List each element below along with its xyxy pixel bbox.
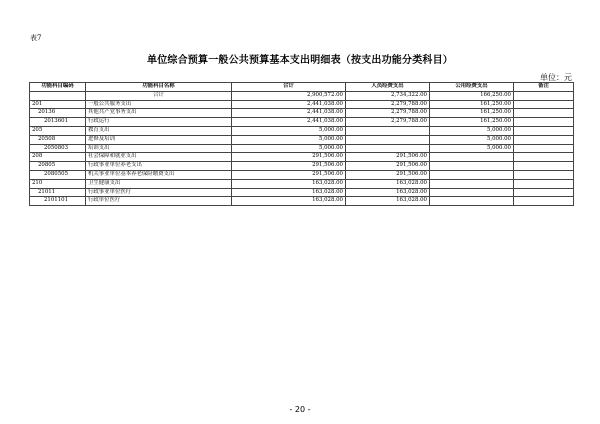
column-header: 合计	[232, 83, 346, 92]
total-code-cell	[30, 91, 86, 100]
code-cell: 20508	[30, 135, 86, 144]
public-cell: 161,250.00	[430, 100, 514, 109]
public-cell	[430, 153, 514, 162]
code-cell: 20136	[30, 109, 86, 118]
name-cell: 进修及培训	[86, 135, 232, 144]
unit-label: 单位：元	[540, 73, 572, 82]
note-cell	[514, 170, 574, 179]
personnel-cell: 291,506.00	[346, 170, 430, 179]
public-cell	[430, 170, 514, 179]
total-cell: 2,441,038.00	[232, 118, 346, 127]
note-cell	[514, 135, 574, 144]
public-cell	[430, 197, 514, 206]
name-cell: 一般公共服务支出	[86, 100, 232, 109]
name-cell: 行政事业单位养老支出	[86, 162, 232, 171]
public-cell	[430, 162, 514, 171]
table-row	[30, 162, 574, 171]
note-cell	[514, 109, 574, 118]
total-note	[514, 91, 574, 100]
total-public: 166,250.00	[430, 91, 514, 100]
total-amount: 2,900,572.00	[232, 91, 346, 100]
personnel-cell: 291,506.00	[346, 153, 430, 162]
personnel-cell: 163,028.00	[346, 197, 430, 206]
personnel-cell: 2,279,788.00	[346, 109, 430, 118]
note-cell	[514, 188, 574, 197]
total-label: 合计	[86, 91, 232, 100]
total-personnel: 2,734,322.00	[346, 91, 430, 100]
column-header: 功能科目编码	[30, 83, 86, 92]
total-cell: 291,506.00	[232, 153, 346, 162]
note-cell	[514, 100, 574, 109]
table-row	[30, 109, 574, 118]
code-cell: 201	[30, 100, 86, 109]
total-cell: 163,028.00	[232, 188, 346, 197]
total-cell: 5,000.00	[232, 135, 346, 144]
personnel-cell	[346, 135, 430, 144]
document-title: 单位综合预算一般公共预算基本支出明细表（按支出功能分类科目）	[147, 55, 453, 66]
name-cell: 培训支出	[86, 144, 232, 153]
table-row	[30, 135, 574, 144]
code-cell: 21011	[30, 188, 86, 197]
total-cell: 2,441,038.00	[232, 100, 346, 109]
name-cell: 社会保障和就业支出	[86, 153, 232, 162]
code-cell: 210	[30, 179, 86, 188]
table-row	[30, 153, 574, 162]
note-cell	[514, 126, 574, 135]
name-cell: 行政事业单位医疗	[86, 188, 232, 197]
note-cell	[514, 197, 574, 206]
note-cell	[514, 162, 574, 171]
name-cell: 行政运行	[86, 118, 232, 127]
budget-table	[29, 82, 574, 206]
personnel-cell	[346, 144, 430, 153]
public-cell: 5,000.00	[430, 126, 514, 135]
code-cell: 2050803	[30, 144, 86, 153]
name-cell: 其他共产党事务支出	[86, 109, 232, 118]
code-cell: 2080505	[30, 170, 86, 179]
personnel-cell	[346, 126, 430, 135]
total-row	[30, 91, 574, 100]
column-header: 公用经费支出	[430, 83, 514, 92]
public-cell: 5,000.00	[430, 135, 514, 144]
table-number: 表7	[30, 34, 42, 42]
total-cell: 2,441,038.00	[232, 109, 346, 118]
total-cell: 163,028.00	[232, 197, 346, 206]
note-cell	[514, 144, 574, 153]
personnel-cell: 2,279,788.00	[346, 100, 430, 109]
public-cell: 161,250.00	[430, 118, 514, 127]
personnel-cell: 163,028.00	[346, 188, 430, 197]
column-header: 功能科目名称	[86, 83, 232, 92]
total-cell: 291,506.00	[232, 162, 346, 171]
code-cell: 20805	[30, 162, 86, 171]
code-cell: 208	[30, 153, 86, 162]
total-cell: 5,000.00	[232, 144, 346, 153]
code-cell: 2101101	[30, 197, 86, 206]
public-cell: 161,250.00	[430, 109, 514, 118]
table-row	[30, 170, 574, 179]
name-cell: 机关事业单位基本养老保险缴费支出	[86, 170, 232, 179]
note-cell	[514, 179, 574, 188]
table-row	[30, 118, 574, 127]
table-row	[30, 144, 574, 153]
personnel-cell: 2,279,788.00	[346, 118, 430, 127]
name-cell: 教育支出	[86, 126, 232, 135]
column-header: 人员经费支出	[346, 83, 430, 92]
public-cell	[430, 188, 514, 197]
code-cell: 2013601	[30, 118, 86, 127]
note-cell	[514, 118, 574, 127]
table-row	[30, 100, 574, 109]
page-number: - 20 -	[289, 405, 311, 414]
public-cell	[430, 179, 514, 188]
total-cell: 5,000.00	[232, 126, 346, 135]
note-cell	[514, 153, 574, 162]
column-header: 备注	[514, 83, 574, 92]
total-cell: 291,506.00	[232, 170, 346, 179]
table-row	[30, 188, 574, 197]
code-cell: 205	[30, 126, 86, 135]
total-cell: 163,028.00	[232, 179, 346, 188]
header-row	[30, 83, 574, 92]
personnel-cell: 291,506.00	[346, 162, 430, 171]
table-row	[30, 126, 574, 135]
table-row	[30, 197, 574, 206]
personnel-cell: 163,028.00	[346, 179, 430, 188]
name-cell: 卫生健康支出	[86, 179, 232, 188]
table-row	[30, 179, 574, 188]
name-cell: 行政单位医疗	[86, 197, 232, 206]
public-cell: 5,000.00	[430, 144, 514, 153]
